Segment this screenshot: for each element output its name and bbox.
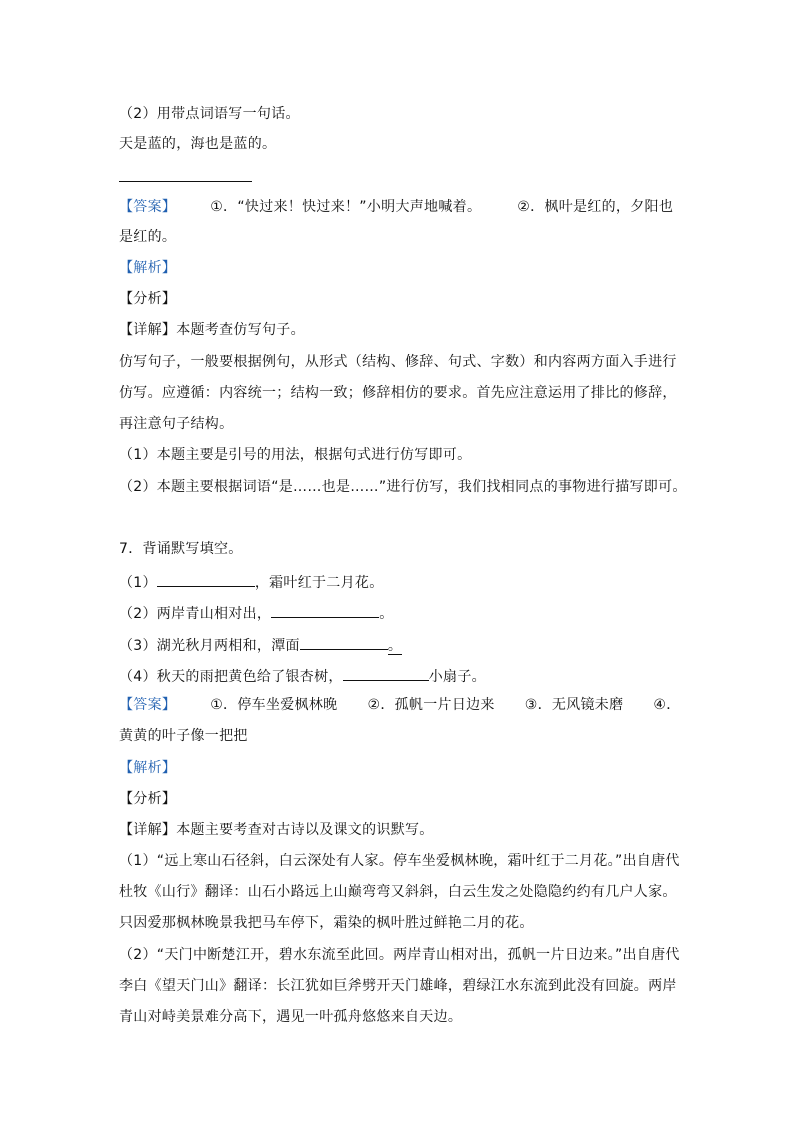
q6-fenxi-label: 【分析】 [119,291,177,307]
item3-prefix: （3）湖光秋月两相和，潭面 [119,638,300,654]
detail-text: 本题考查仿写句子。 [176,322,305,338]
q7-answer-line [119,695,681,715]
answer-3: ③．无风镜未磨 [524,697,624,713]
item1-prefix: （1） [119,575,157,591]
fill-blank-2[interactable] [271,601,379,618]
q7-exp1-line1: （1）“远上寒山石径斜，白云深处有人家。停车坐爱枫林晚，霜叶红于二月花。”出自唐代 [119,853,680,869]
q7-item2 [119,601,394,624]
q7-title: 7．背诵默写填空。 [119,541,243,557]
q7-exp1-line2: 杜牧《山行》翻译：山石小路远上山巅弯弯又斜斜，白云生发之处隐隐约约有几户人家。 [119,884,677,900]
answer-4: ④． [653,697,681,713]
item3-suffix: 。 [387,638,403,654]
answer-blank-line [119,181,252,182]
q7-item4 [119,664,486,687]
q6-detail [119,320,305,340]
q6-jiexi-tag: 【解析】 [119,260,177,276]
detail-text: 本题主要考查对古诗以及课文的识默写。 [176,822,434,838]
item4-suffix: 小扇子。 [428,669,486,685]
q7-exp2-line2: 李白《望天门山》翻译：长江犹如巨斧劈开天门雄峰，碧绿江水东流到此没有回旋。两岸 [119,978,677,994]
q7-item3 [119,633,402,656]
q6-sub2-prompt: （2）用带点词语写一句话。 [119,106,300,122]
q7-detail [119,820,434,840]
detail-label: 【详解】 [119,322,177,338]
item1-suffix: ，霜叶红于二月花。 [254,575,384,591]
answer-part-2: ②．枫叶是红的，夕阳也 [517,199,674,215]
item2-prefix: （2）两岸青山相对出， [119,606,272,622]
q6-para1-line3: 再注意句子结构。 [119,416,234,432]
answer-1: ①．停车坐爱枫林晚 [210,697,338,713]
q6-para1-line1: 仿写句子，一般要根据例句，从形式（结构、修辞、句式、字数）和内容两方面入手进行 [119,354,677,370]
q6-note1: （1）本题主要是引号的用法，根据句式进行仿写即可。 [119,447,472,463]
q6-answer-line2: 是红的。 [119,229,177,245]
q7-answer-line2: 黄黄的叶子像一把把 [119,728,248,744]
detail-label: 【详解】 [119,822,177,838]
q6-answer-line [119,197,673,217]
q7-exp2-line1: （2）“天门中断楚江开，碧水东流至此回。两岸青山相对出，孤帆一片日边来。”出自唐代 [119,947,680,963]
q6-sub2-example: 天是蓝的，海也是蓝的。 [119,136,277,152]
q6-note2: （2）本题主要根据词语“是……也是……”进行仿写，我们找相同点的事物进行描写即可。 [119,479,687,495]
answer-tag: 【答案】 [119,199,177,215]
fill-blank-1[interactable] [157,570,255,587]
fill-blank-4[interactable] [343,664,429,681]
q7-exp1-line3: 只因爱那枫林晚景我把马车停下，霜染的枫叶胜过鲜艳二月的花。 [119,915,534,931]
q7-jiexi-tag: 【解析】 [119,760,177,776]
item2-suffix: 。 [379,606,394,622]
q7-item1 [119,570,384,593]
answer-tag: 【答案】 [119,697,177,713]
answer-2: ②．孤帆一片日边来 [367,697,495,713]
q7-exp2-line3: 青山对峙美景难分高下，遇见一叶孤舟悠悠来自天边。 [119,1009,463,1025]
fill-blank-3[interactable] [300,633,388,650]
q6-para1-line2: 仿写。应遵循：内容统一；结构一致；修辞相仿的要求。首先应注意运用了排比的修辞， [119,385,677,401]
q7-fenxi-label: 【分析】 [119,791,177,807]
item4-prefix: （4）秋天的雨把黄色给了银杏树， [119,669,343,685]
answer-part-1: ①．“快过来！快过来！”小明大声地喊着。 [210,199,482,215]
